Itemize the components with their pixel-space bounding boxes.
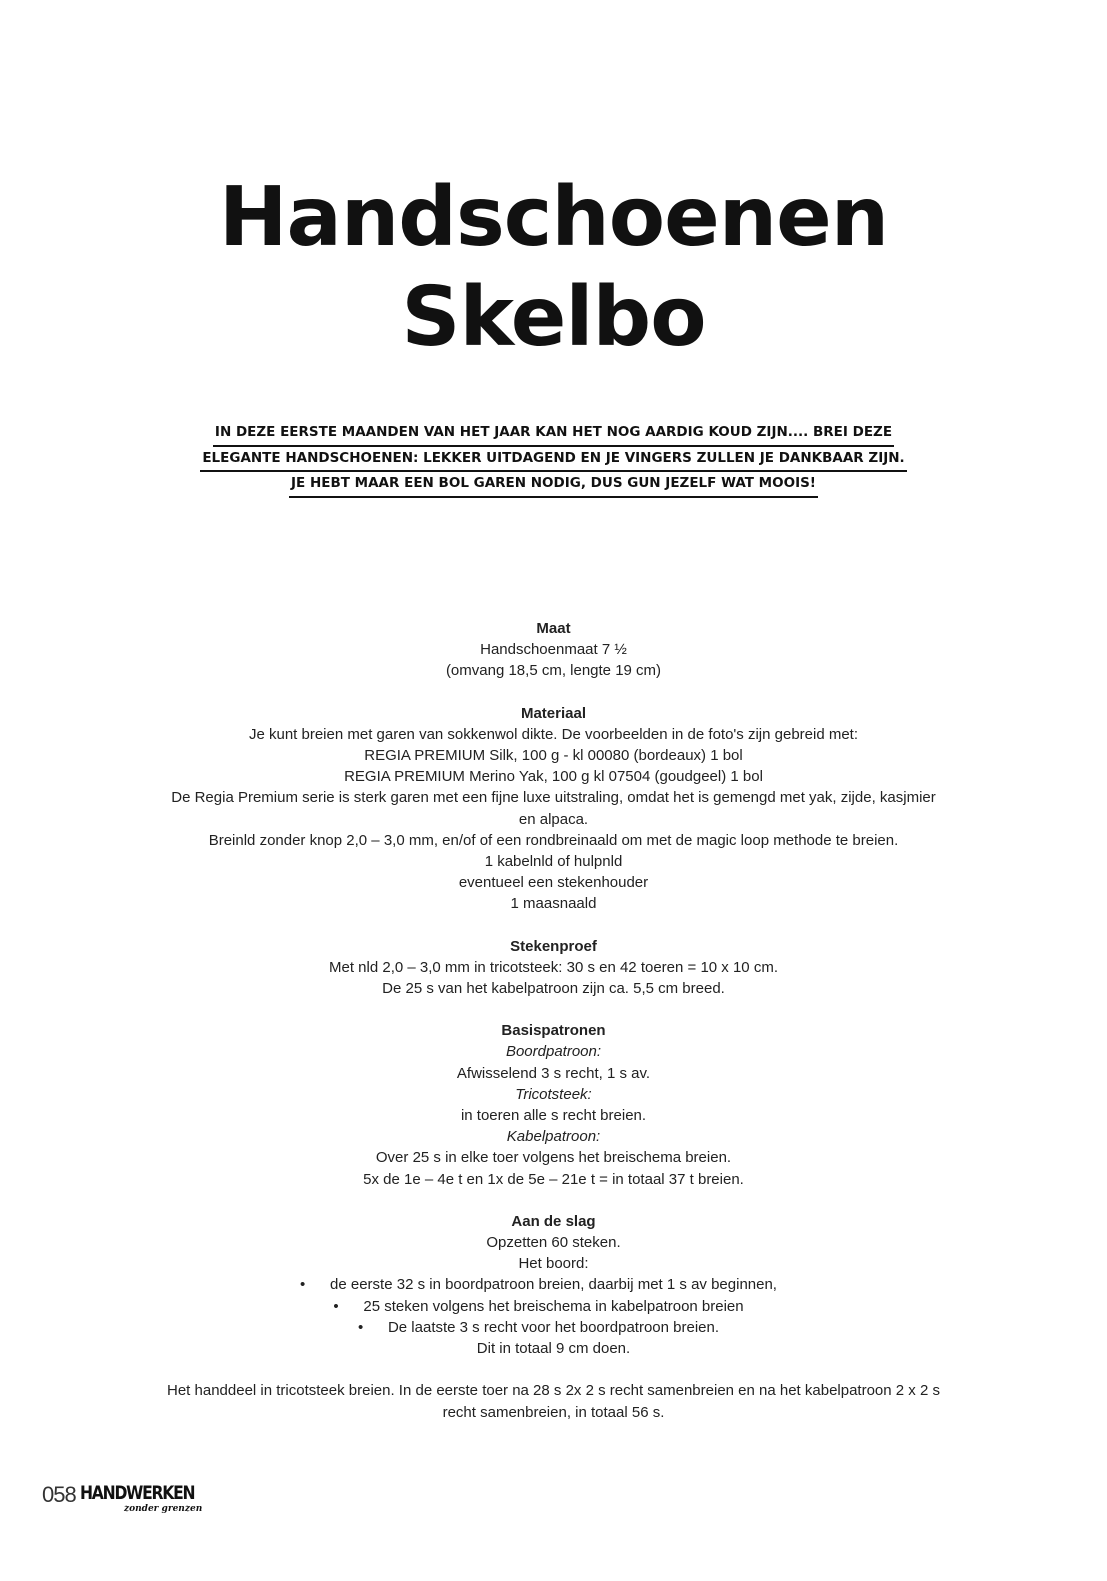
magazine-tagline: zonder grenzen — [124, 1504, 203, 1514]
text-line: Handschoenmaat 7 ½ — [480, 641, 627, 659]
text-line: Breinld zonder knop 2,0 – 3,0 mm, en/of of een rondbreinaald om met de magic loop methode te breien. — [208, 831, 899, 849]
text-line: Dit in totaal 9 cm doen. — [476, 1340, 631, 1358]
title-line-2: Skelbo — [401, 270, 706, 365]
bullet-icon: • — [357, 1318, 364, 1336]
magazine-footer — [42, 1482, 242, 1522]
section-heading: Basispatronen — [501, 1022, 606, 1040]
section-heading: Stekenproef — [510, 937, 597, 955]
section-aan-de-slag — [130, 1211, 977, 1359]
sub-label: Boordpatroon: — [505, 1043, 602, 1061]
pattern-body — [130, 618, 977, 1423]
intro-line-3: JE HEBT MAAR EEN BOL GAREN NODIG, DUS GUN JEZELF WAT MOOIS! — [289, 472, 818, 498]
text-line: Afwisselend 3 s recht, 1 s av. — [456, 1064, 651, 1082]
text-line: en alpaca. — [518, 810, 589, 828]
text-line: Over 25 s in elke toer volgens het breischema breien. — [375, 1149, 732, 1167]
text-line: eventueel een stekenhouder — [458, 874, 649, 892]
section-maat — [130, 618, 977, 682]
text-line: 1 kabelnld of hulpnld — [484, 853, 623, 871]
section-materiaal — [130, 703, 977, 915]
text-line: REGIA PREMIUM Silk, 100 g - kl 00080 (bordeaux) 1 bol — [364, 747, 743, 765]
text-line: Het boord: — [518, 1255, 589, 1273]
bullet-icon: • — [300, 1276, 306, 1294]
text-line: De Regia Premium serie is sterk garen met een fijne luxe uitstraling, omdat het is gemengd met yak, zijde, kasjmier — [171, 789, 936, 807]
text-line: 5x de 1e – 4e t en 1x de 5e – 21e t = in totaal 37 t breien. — [363, 1170, 744, 1188]
section-heading: Aan de slag — [511, 1212, 596, 1230]
sub-label: Kabelpatroon: — [506, 1128, 601, 1146]
intro-line-2: ELEGANTE HANDSCHOENEN: LEKKER UITDAGEND EN JE VINGERS ZULLEN JE DANKBAAR ZIJN. — [200, 447, 906, 473]
text-line: De 25 s van het kabelpatroon zijn ca. 5,5 cm breed. — [382, 980, 725, 998]
section-heading: Maat — [536, 620, 571, 637]
text-line: recht samenbreien, in totaal 56 s. — [442, 1403, 665, 1421]
section-handdeel — [130, 1380, 977, 1422]
section-heading: Materiaal — [520, 704, 587, 722]
text-line: 1 maasnaald — [510, 895, 597, 913]
bullet-icon: • — [333, 1297, 339, 1315]
list-item: • de eerste 32 s in boordpatroon breien, daarbij met 1 s av beginnen, — [130, 1274, 977, 1295]
intro-line-1: IN DEZE EERSTE MAANDEN VAN HET JAAR KAN HET NOG AARDIG KOUD ZIJN.... BREI DEZE — [213, 421, 894, 447]
page-number: 058 — [42, 1482, 76, 1507]
magazine-brand: HANDWERKEN — [80, 1482, 195, 1504]
text-line: (omvang 18,5 cm, lengte 19 cm) — [445, 662, 662, 680]
text-line: Het handdeel in tricotsteek breien. In de eerste toer na 28 s 2x 2 s recht samenbreien en na het kabelpatroon 2 x 2 s — [167, 1382, 940, 1400]
section-stekenproef — [130, 936, 977, 1000]
section-basispatronen — [130, 1020, 977, 1190]
page-title — [0, 168, 1107, 368]
text-line: Met nld 2,0 – 3,0 mm in tricotsteek: 30 s en 42 toeren = 10 x 10 cm. — [329, 958, 778, 976]
list-item: • 25 steken volgens het breischema in kabelpatroon breien — [130, 1296, 977, 1317]
text-line: Opzetten 60 steken. — [486, 1234, 621, 1252]
list-item: • De laatste 3 s recht voor het boordpatroon breien. — [130, 1317, 977, 1338]
title-line-1: Handschoenen — [218, 170, 889, 265]
text-line: in toeren alle s recht breien. — [460, 1107, 647, 1125]
intro-text — [0, 421, 1107, 498]
sub-label: Tricotsteek: — [515, 1085, 592, 1103]
text-line: Je kunt breien met garen van sokkenwol dikte. De voorbeelden in de foto's zijn gebreid met: — [248, 725, 859, 743]
text-line: REGIA PREMIUM Merino Yak, 100 g kl 07504 (goudgeel) 1 bol — [344, 768, 763, 786]
